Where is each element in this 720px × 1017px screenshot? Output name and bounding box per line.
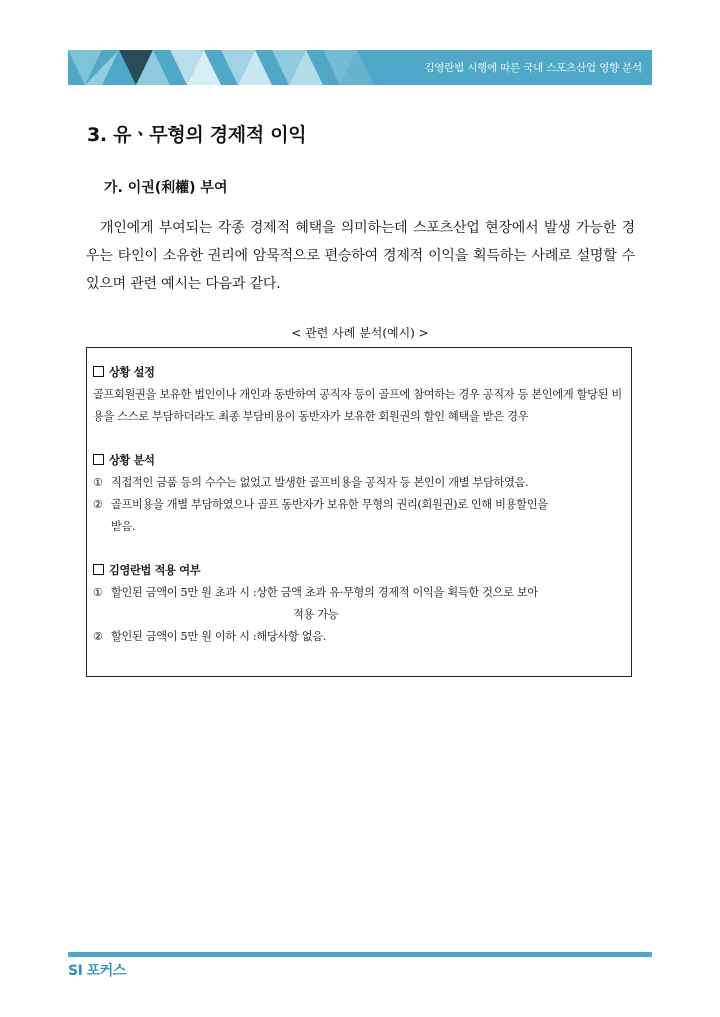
- item-result: 상한 금액 초과 유·무형의 경제적 이익을 획득한 것으로 보아: [256, 586, 538, 599]
- case-caption: < 관련 사례 분석(예시) >: [291, 326, 429, 340]
- header-band: [68, 50, 652, 85]
- item-result-continuation: 적용 가능: [293, 608, 339, 621]
- item-condition: 할인된 금액이 5만 원 이하 시 :: [111, 630, 257, 643]
- checkbox-square-icon: [93, 564, 104, 575]
- law-heading: [93, 560, 627, 582]
- analysis-block: [93, 450, 627, 538]
- analysis-item: [93, 472, 627, 494]
- item-text: 직접적인 금품 등의 수수는 없었고 발생한 골프비용을 공직자 등 본인이 개별 부담하였음.: [111, 476, 529, 489]
- case-box-content: [93, 362, 627, 670]
- analysis-item: [93, 494, 627, 516]
- footer-rule: [68, 952, 652, 957]
- situation-heading: [93, 362, 627, 384]
- situation-block: [93, 362, 627, 428]
- item-number: ②: [93, 630, 103, 643]
- checkbox-square-icon: [93, 366, 104, 377]
- item-text: 골프비용을 개별 부담하였으나 골프 동반자가 보유한 무형의 권리(회원권)로 인해 비용할인을: [111, 498, 548, 511]
- section-title: 3. 유ㆍ무형의 경제적 이익: [87, 124, 307, 146]
- footer-brand-logo: SI 포커스: [68, 963, 126, 979]
- item-condition: 할인된 금액이 5만 원 초과 시 :: [111, 586, 257, 599]
- law-item: [93, 582, 627, 604]
- item-number: ①: [93, 476, 103, 489]
- item-number: ①: [93, 586, 103, 599]
- analysis-heading: [93, 450, 627, 472]
- law-application-block: [93, 560, 627, 648]
- item-result: 해당사항 없음.: [256, 630, 326, 643]
- law-item: [93, 626, 627, 648]
- law-heading-text: 김영란법 적용 여부: [109, 564, 201, 577]
- item-text: [111, 582, 627, 604]
- situation-text: 골프회원권을 보유한 법인이나 개인과 동반하여 공직자 등이 골프에 참여하는 경우 공직자 등 본인에게 할당된 비용을 스스로 부담하더라도 최종 부담비용이 동반자가 보유한 회원권의 할인 혜택을 받은 경우: [93, 388, 622, 423]
- situation-heading-text: 상황 설정: [109, 366, 155, 379]
- body-paragraph: 개인에게 부여되는 각종 경제적 혜택을 의미하는데 스포츠산업 현장에서 발생 가능한 경우는 타인이 소유한 권리에 암묵적으로 편승하여 경제적 이익을 획득하는 사례로 설명할 수 있으며 관련 예시는 다음과 같다.: [86, 220, 635, 292]
- header-title: 김영란법 시행에 따른 국내 스포츠산업 영향 분석: [424, 62, 642, 74]
- item-text: [111, 626, 627, 648]
- sub-title: 가. 이권(利權) 부여: [104, 180, 228, 196]
- analysis-heading-text: 상황 분석: [109, 454, 155, 467]
- checkbox-square-icon: [93, 454, 104, 465]
- header-triangle-pattern: [68, 50, 398, 85]
- item-continuation: 받음.: [111, 520, 136, 533]
- item-number: ②: [93, 498, 103, 511]
- case-analysis-box: [86, 347, 632, 677]
